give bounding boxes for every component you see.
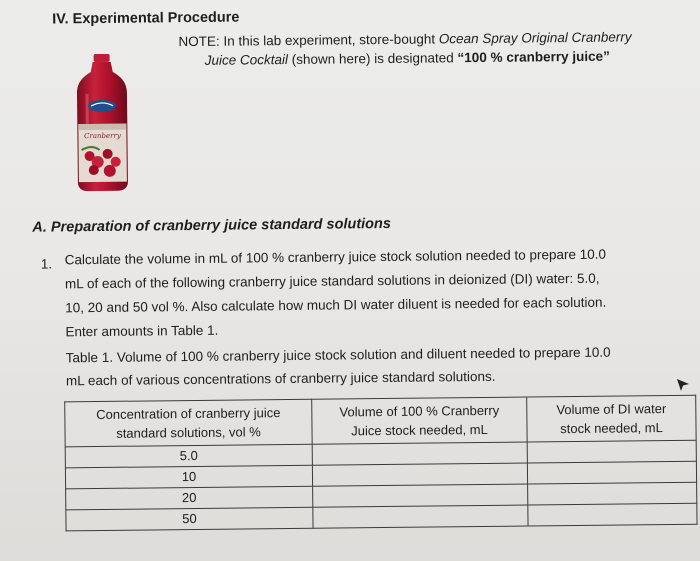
- bottle-label-text: Cranberry: [84, 131, 121, 141]
- arrow-cursor-icon: [676, 378, 690, 392]
- concentration-cell: 50: [66, 507, 313, 531]
- concentration-cell: 5.0: [65, 444, 312, 468]
- table-1: [64, 395, 697, 532]
- table-caption: [66, 340, 681, 392]
- water-volume-cell[interactable]: [528, 503, 697, 526]
- juice-volume-cell[interactable]: [312, 463, 527, 486]
- header-line: Juice stock needed, mL: [351, 421, 488, 439]
- product-name-cont: Juice Cocktail: [204, 51, 288, 68]
- header-line: standard solutions, vol %: [116, 424, 261, 441]
- header-line: Volume of 100 % Cranberry: [339, 402, 500, 420]
- designation: “100 % cranberry juice”: [457, 48, 610, 66]
- instruction-line: mL of each of the following cranberry juice standard solutions in deionized (DI) water: 5.0,: [64, 270, 600, 292]
- header-line: stock needed, mL: [560, 420, 663, 437]
- note-prefix: NOTE: In this lab experiment, store-bought: [178, 31, 439, 50]
- header-line: Concentration of cranberry juice: [96, 405, 281, 423]
- juice-volume-cell[interactable]: [312, 442, 527, 465]
- water-volume-cell[interactable]: [527, 461, 696, 484]
- product-name: Ocean Spray Original Cranberry: [438, 29, 632, 47]
- concentration-cell: 20: [66, 486, 313, 510]
- note-paragraph: [178, 27, 678, 70]
- juice-volume-cell[interactable]: [313, 484, 528, 507]
- part-a-title: A. Preparation of cranberry juice standard solutions: [32, 215, 392, 236]
- item-number: 1.: [40, 256, 53, 272]
- header-juice-volume: [312, 397, 527, 444]
- instruction-line: Calculate the volume in mL of 100 % cranberry juice stock solution needed to prepare 10.0: [64, 246, 607, 268]
- note-mid: (shown here) is designated: [287, 50, 458, 67]
- cranberry-bottle-image: [67, 54, 138, 193]
- caption-line: mL each of various concentrations of cranberry juice standard solutions.: [65, 368, 496, 389]
- water-volume-cell[interactable]: [527, 440, 696, 463]
- header-water-volume: [527, 395, 696, 442]
- instruction-line: 10, 20 and 50 vol %. Also calculate how much DI water diluent is needed for each solution.: [65, 294, 607, 316]
- concentration-cell: 10: [65, 465, 312, 489]
- header-line: Volume of DI water: [556, 401, 667, 418]
- section-heading: IV. Experimental Procedure: [52, 9, 240, 28]
- instruction-paragraph: [65, 242, 676, 344]
- juice-volume-cell[interactable]: [313, 505, 528, 528]
- note-line-2: [179, 46, 679, 70]
- water-volume-cell[interactable]: [528, 482, 697, 505]
- caption-line: Table 1. Volume of 100 % cranberry juice stock solution and diluent needed to prepare 10.0: [65, 344, 611, 366]
- header-concentration: [65, 399, 312, 447]
- table-header-row: [65, 395, 696, 447]
- instruction-line: Enter amounts in Table 1.: [65, 322, 219, 340]
- bottle-cap: [94, 54, 110, 62]
